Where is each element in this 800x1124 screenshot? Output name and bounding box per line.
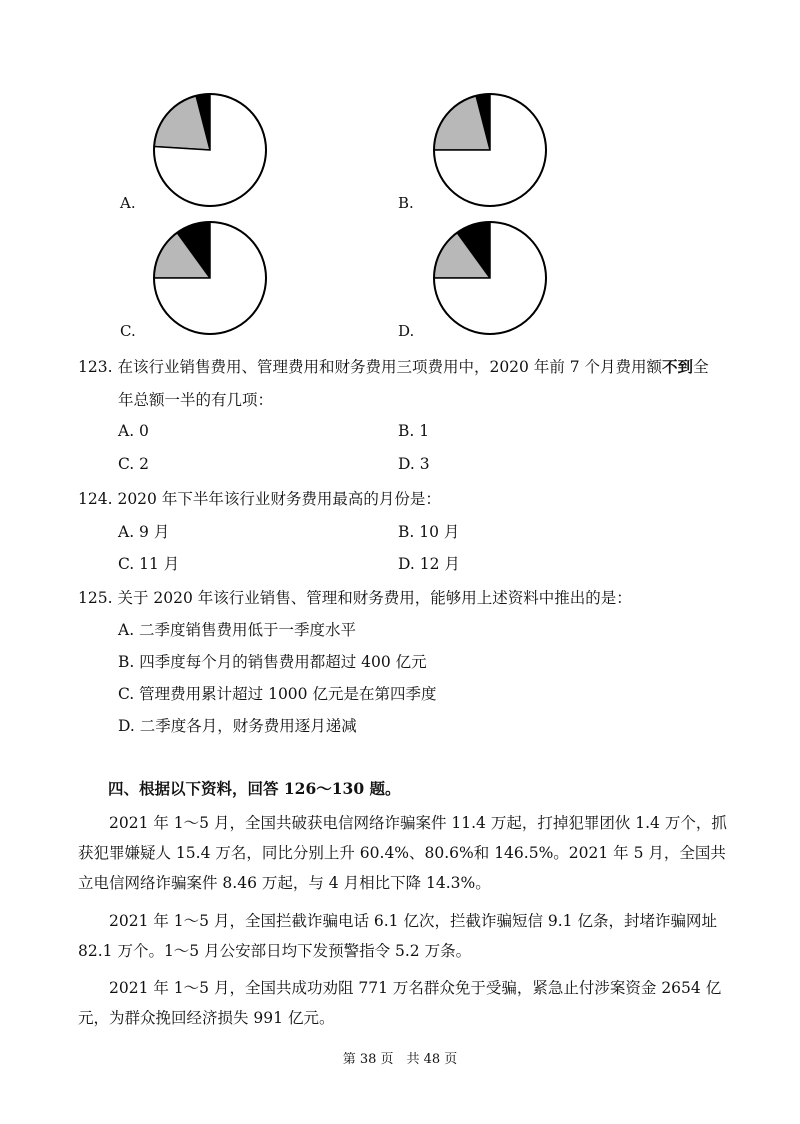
option-a[interactable]: A. 9 月 [118,523,170,541]
option-c[interactable]: C. 2 [118,455,150,473]
pie-chart-b [430,90,550,210]
option-b[interactable]: B. 10 月 [398,523,460,541]
option-c[interactable]: C. 管理费用累计超过 1000 亿元是在第四季度 [118,685,437,703]
question-text: 关于 2020 年该行业销售、管理和财务费用，能够用上述资料中推出的是： [117,589,632,607]
page-footer: 第 38 页 共 48 页 [342,1052,458,1067]
question-emphasis: 不到 [662,357,694,376]
material-paragraph-2: 2021 年 1～5 月，全国拦截诈骗电话 6.1 亿次，拦截诈骗短信 9.1 亿条，封堵诈骗网址 82.1 万个。1～5 月公安部日均下发预警指令 5.2 万条。 [78,912,717,960]
question-125 [78,586,632,608]
question-124 [78,487,441,509]
question-number: 124. [78,490,113,508]
pie-chart-a [150,90,270,210]
option-b[interactable]: B. 1 [398,422,430,440]
section-heading: 四、根据以下资料，回答 126～130 题。 [108,779,401,798]
pie-chart-d [430,218,550,338]
pie-option-a-label: A. [120,194,136,212]
pie-option-b-label: B. [398,194,414,212]
pie-chart-c [150,218,270,338]
question-123-line2: 年总额一半的有几项： [118,391,274,409]
question-text: 2020 年下半年该行业财务费用最高的月份是： [117,490,441,508]
option-d[interactable]: D. 二季度各月，财务费用逐月递减 [118,717,357,735]
option-b[interactable]: B. 四季度每个月的销售费用都超过 400 亿元 [118,653,427,671]
pie-option-c-label: C. [120,322,136,340]
question-text-tail: 全 [693,358,709,376]
option-c[interactable]: C. 11 月 [118,555,180,573]
question-number: 123. [78,358,113,376]
question-number: 125. [78,589,113,607]
option-a[interactable]: A. 二季度销售费用低于一季度水平 [118,621,357,639]
material-paragraph-3: 2021 年 1～5 月，全国共成功劝阻 771 万名群众免于受骗，紧急止付涉案资金 2654 亿元，为群众挽回经济损失 991 亿元。 [78,979,722,1027]
option-a[interactable]: A. 0 [118,422,149,440]
question-text: 在该行业销售费用、管理费用和财务费用三项费用中，2020 年前 7 个月费用额 [117,358,663,376]
question-123 [78,355,709,377]
material-paragraph-1: 2021 年 1～5 月，全国共破获电信网络诈骗案件 11.4 万起，打掉犯罪团伙 1.4 万个，抓获犯罪嫌疑人 15.4 万名，同比分别上升 60.4%、80.6%和 146.5%。2021 年 5 月，全国共立电信网络诈骗案件 8.46 万起，与 4 月相比下降 14.3%。 [78,814,727,892]
pie-option-d-label: D. [398,322,415,340]
option-d[interactable]: D. 3 [398,455,430,473]
option-d[interactable]: D. 12 月 [398,555,460,573]
